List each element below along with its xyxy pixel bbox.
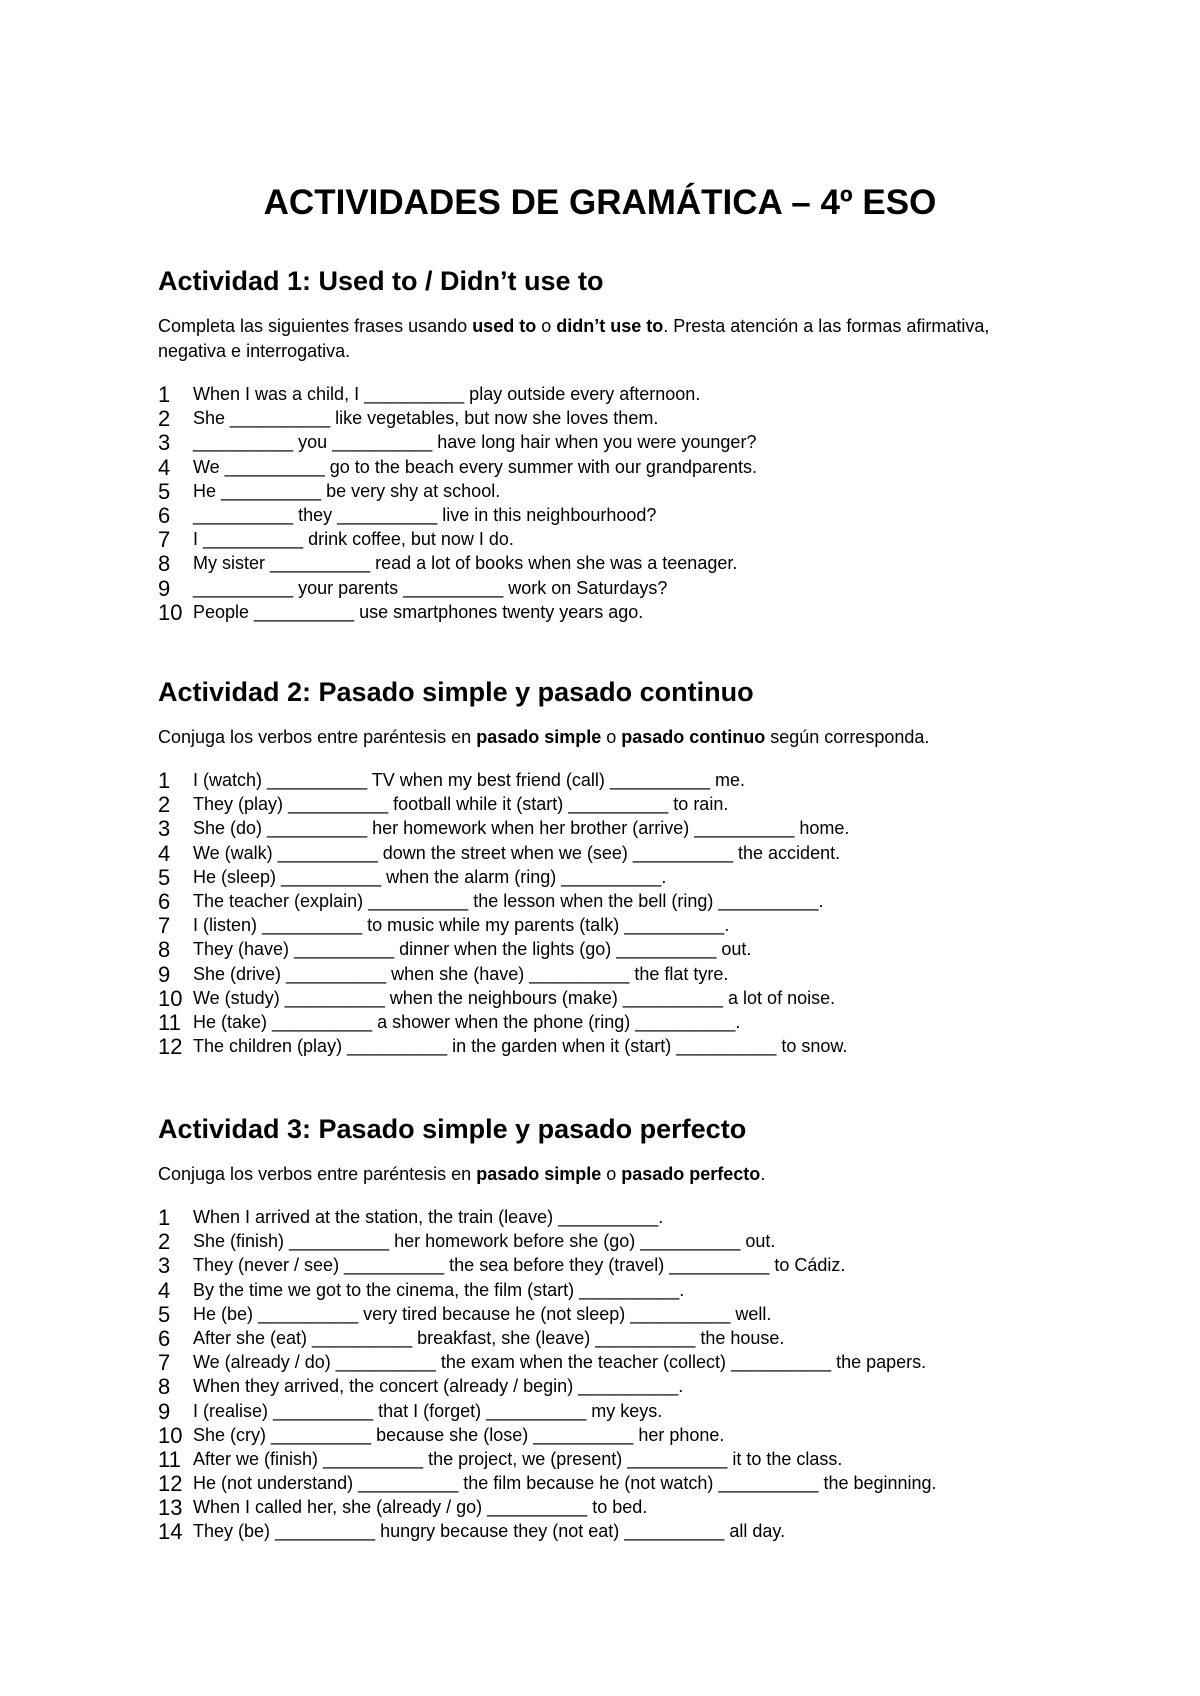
exercise-number: 5 [158,478,171,504]
exercise-number: 2 [158,406,171,432]
exercise-number: 12 [158,1471,183,1497]
exercise-sentence: We (already / do) __________ the exam when the teacher (collect) __________ the papers. [193,1352,927,1373]
exercise-list [158,382,1058,624]
exercise-item [158,1447,1058,1471]
exercise-sentence: My sister __________ read a lot of books when she was a teenager. [193,553,738,574]
exercise-sentence: He (sleep) __________ when the alarm (ring) __________. [193,866,667,887]
exercise-item [158,1302,1058,1326]
exercise-item [158,913,1058,937]
exercise-item [158,551,1058,575]
exercise-item [158,1399,1058,1423]
exercise-sentence: I (realise) __________ that I (forget) __________ my keys. [193,1400,663,1421]
instruction-text: Completa las siguientes frases usando [158,316,473,336]
exercise-sentence: __________ they __________ live in this neighbourhood? [193,504,657,525]
exercise-item [158,1374,1058,1398]
exercise-item [158,1205,1058,1229]
instruction-text: Conjuga los verbos entre paréntesis en [158,1164,477,1184]
exercise-item [158,1495,1058,1519]
exercise-number: 4 [158,840,171,866]
exercise-sentence: When I called her, she (already / go) __________ to bed. [193,1497,648,1518]
exercise-sentence: After we (finish) __________ the project, we (present) __________ it to the class. [193,1448,843,1469]
exercise-sentence: He (be) __________ very tired because he (not sleep) __________ well. [193,1303,772,1324]
exercise-sentence: He (take) __________ a shower when the phone (ring) __________. [193,1011,741,1032]
exercise-item [158,1350,1058,1374]
exercise-number: 10 [158,985,183,1011]
exercise-item [158,816,1058,840]
exercise-item [158,1253,1058,1277]
exercise-number: 13 [158,1495,183,1521]
exercise-number: 3 [158,430,171,456]
exercise-item [158,600,1058,624]
exercise-item [158,576,1058,600]
exercise-item [158,1519,1058,1543]
exercise-item [158,1423,1058,1447]
exercise-sentence: When I was a child, I __________ play outside every afternoon. [193,384,701,404]
exercise-sentence: They (have) __________ dinner when the lights (go) __________ out. [193,939,752,960]
exercise-item [158,382,1058,406]
instruction-text: o [601,1164,622,1184]
exercise-number: 6 [158,1325,171,1351]
exercise-sentence: When they arrived, the concert (already / begin) __________. [193,1376,684,1397]
exercise-number: 12 [158,1034,183,1060]
exercise-number: 3 [158,1253,171,1279]
exercise-item [158,841,1058,865]
activity-section [158,676,1058,1058]
instruction-keyword: pasado simple [476,727,602,747]
exercise-sentence: We (study) __________ when the neighbours (make) __________ a lot of noise. [193,987,836,1008]
instruction-keyword: pasado simple [476,1164,602,1184]
exercise-sentence: By the time we got to the cinema, the film (start) __________. [193,1279,685,1300]
exercise-number: 3 [158,816,171,842]
exercise-sentence: They (be) __________ hungry because they (not eat) __________ all day. [193,1521,786,1542]
exercise-item [158,1278,1058,1302]
exercise-number: 7 [158,527,171,553]
exercise-sentence: She (drive) __________ when she (have) __________ the flat tyre. [193,963,729,984]
exercise-number: 4 [158,1277,171,1303]
exercise-number: 8 [158,551,171,577]
exercise-sentence: She __________ like vegetables, but now she loves them. [193,408,659,429]
exercise-number: 5 [158,864,171,890]
exercise-sentence: He __________ be very shy at school. [193,480,501,501]
exercise-number: 8 [158,1374,171,1400]
exercise-sentence: People __________ use smartphones twenty years ago. [193,601,644,622]
exercise-sentence: When I arrived at the station, the train (leave) __________. [193,1207,664,1227]
exercise-number: 9 [158,1398,171,1424]
page-title: ACTIVIDADES DE GRAMÁTICA – 4º ESO [263,183,937,223]
exercise-item [158,768,1058,792]
exercise-number: 11 [158,1446,181,1472]
exercise-item [158,986,1058,1010]
exercise-number: 7 [158,913,171,939]
exercise-sentence: She (finish) __________ her homework before she (go) __________ out. [193,1231,776,1252]
instruction-text: . [760,1164,766,1184]
exercise-item [158,1471,1058,1495]
exercise-number: 9 [158,961,171,987]
exercise-number: 10 [158,1422,183,1448]
exercise-sentence: He (not understand) __________ the film because he (not watch) __________ the beginning. [193,1473,937,1494]
exercise-sentence: The teacher (explain) __________ the lesson when the bell (ring) __________. [193,890,824,911]
instruction-text: o [601,727,622,747]
activity-instructions [158,314,1018,364]
exercise-sentence: __________ you __________ have long hair when you were younger? [193,432,757,453]
exercise-item [158,792,1058,816]
activity-instructions [158,725,1018,750]
exercise-item [158,1034,1058,1058]
exercise-number: 2 [158,1229,171,1255]
exercise-item [158,1229,1058,1253]
activity-heading: Actividad 2: Pasado simple y pasado continuo [158,677,754,707]
exercise-item [158,455,1058,479]
exercise-item [158,430,1058,454]
exercise-number: 11 [158,1009,181,1035]
exercise-sentence: I __________ drink coffee, but now I do. [193,529,514,550]
exercise-number: 14 [158,1519,183,1545]
exercise-number: 7 [158,1350,171,1376]
instruction-text: o [536,316,557,336]
exercise-item [158,889,1058,913]
exercise-number: 1 [158,382,171,407]
exercise-number: 6 [158,888,171,914]
activity-section [158,265,1058,624]
exercise-list [158,1205,1058,1544]
exercise-number: 8 [158,937,171,963]
exercise-sentence: We __________ go to the beach every summer with our grandparents. [193,456,758,477]
instruction-keyword: pasado perfecto [621,1164,761,1184]
exercise-sentence: We (walk) __________ down the street when we (see) __________ the accident. [193,842,841,863]
exercise-sentence: After she (eat) __________ breakfast, she (leave) __________ the house. [193,1327,785,1348]
exercise-number: 4 [158,454,171,480]
exercise-item [158,962,1058,986]
instruction-keyword: pasado continuo [621,727,766,747]
instruction-text: según corresponda. [765,727,930,747]
exercise-number: 1 [158,1205,171,1230]
exercise-number: 1 [158,768,171,793]
instruction-keyword: didn’t use to [556,316,664,336]
exercise-number: 6 [158,502,171,528]
activity-heading: Actividad 1: Used to / Didn’t use to [158,266,604,296]
exercise-sentence: She (do) __________ her homework when her brother (arrive) __________ home. [193,818,850,839]
exercise-sentence: They (never / see) __________ the sea before they (travel) __________ to Cádiz. [193,1255,846,1276]
exercise-number: 10 [158,599,183,625]
instruction-text: Conjuga los verbos entre paréntesis en [158,727,477,747]
exercise-sentence: I (listen) __________ to music while my parents (talk) __________. [193,915,730,936]
exercise-number: 9 [158,575,171,601]
exercise-item [158,1326,1058,1350]
activity-heading: Actividad 3: Pasado simple y pasado perfecto [158,1114,747,1144]
exercise-item [158,865,1058,889]
exercise-item [158,406,1058,430]
exercise-item [158,937,1058,961]
instruction-text: . Presta atención a las formas afirmativa, negativa e interrogativa. [158,316,990,361]
exercise-item [158,503,1058,527]
instruction-keyword: used to [472,316,537,336]
exercise-number: 2 [158,792,171,818]
exercise-sentence: __________ your parents __________ work on Saturdays? [193,577,668,598]
exercise-sentence: The children (play) __________ in the garden when it (start) __________ to snow. [193,1036,848,1057]
exercise-list [158,768,1058,1058]
activity-section [158,1113,1058,1544]
exercise-item [158,479,1058,503]
exercise-item [158,527,1058,551]
exercise-sentence: I (watch) __________ TV when my best friend (call) __________ me. [193,770,745,790]
exercise-sentence: She (cry) __________ because she (lose) __________ her phone. [193,1424,725,1445]
activity-instructions [158,1162,1018,1187]
exercise-item [158,1010,1058,1034]
exercise-number: 5 [158,1301,171,1327]
exercise-sentence: They (play) __________ football while it (start) __________ to rain. [193,794,729,815]
